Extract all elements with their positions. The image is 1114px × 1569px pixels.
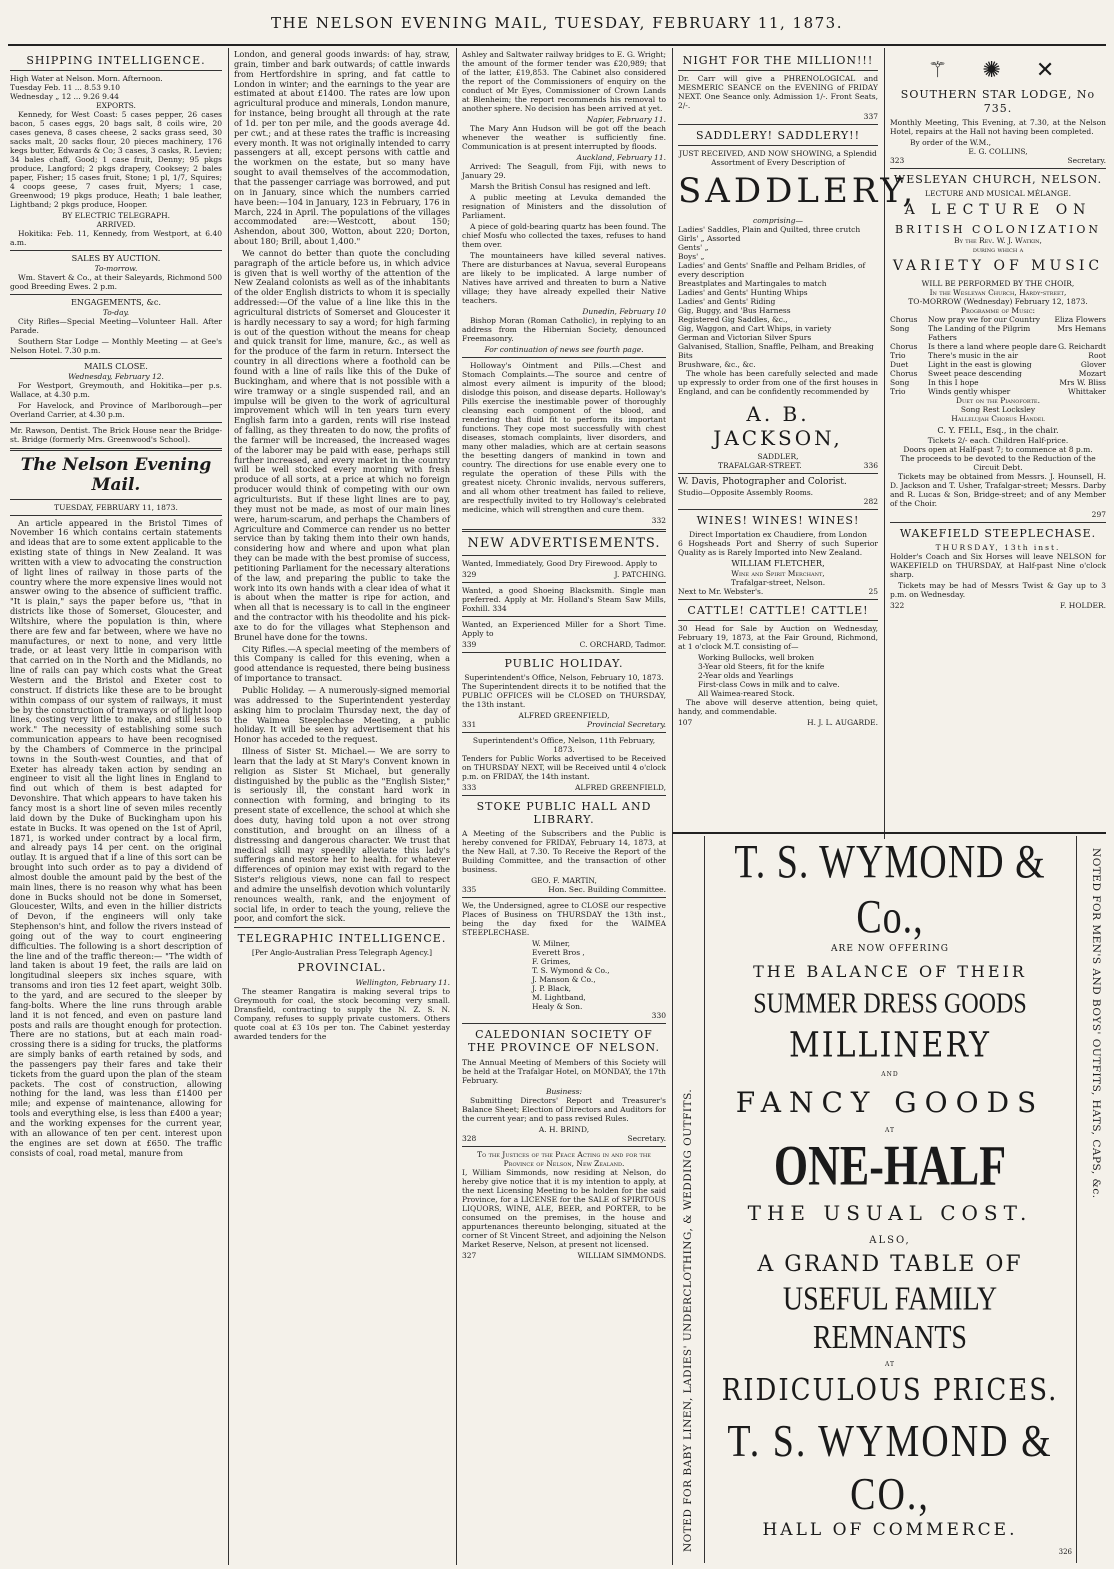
signature: ALFRED GREENFIELD, [574, 782, 666, 792]
justices-heading: To the Justices of the Peace Acting in and for the Province of Nelson, New Zealand. [477, 1149, 651, 1168]
saddlery-item: Ladies' and Gents' Snaffle and Pelham Bridles, of every description [678, 261, 866, 280]
performed-by: WILL BE PERFORMED BY THE CHOIR, [921, 278, 1075, 288]
business-label: Business: [545, 1086, 583, 1096]
holiday-notice: The Superintendent directs it to be notified that the PUBLIC OFFICES will be CLOSED on THURSDAY, the 13th instant. [462, 681, 666, 709]
programme-item [890, 387, 1106, 396]
programme-item [890, 351, 1106, 360]
cattle-text: 30 Head for Sale by Auction on Wednesday, February 19, 1873, at the Fair Ground, Richmond, at 1 o'clock M.T. consisting of— [678, 624, 878, 652]
cattle-heading: CATTLE! CATTLE! CATTLE! [687, 604, 869, 617]
side-text-right: NOTED FOR MEN'S AND BOYS' OUTFITS, HATS, CAPS, &c. [1090, 848, 1102, 1199]
signature: WILLIAM SIMMONDS. [577, 1250, 666, 1260]
telegraph-item: Arrived: The Seagull, from Fiji, with news to January 29. [462, 162, 666, 180]
event-date: TO-MORROW (Wednesday) February 12, 1873. [908, 296, 1088, 306]
programme-author: G. Reichardt [1058, 341, 1106, 351]
programme-author: Eliza Flowers [1054, 314, 1106, 324]
signatory-name: J. Manson & Co., [532, 975, 596, 985]
telegraph-item: A public meeting at Levuka demanded the resignation of Ministers and the dissolution of Parliament. [462, 193, 666, 220]
news-item-sister-illness: Illness of Sister St. Michael.— We are sorry to learn that the lady at St Mary's Convent known in religion as Sister St Michael, but generally distinguished by the public as the "English Sister," is seriously ill, the constant hard work in connection with forming, and bringing to its present state of excellence, the school at which she does duty, having told upon a not over strong constitution, and brought on an illness of a distressing and dangerous character. We trust that medical skill may speedily alleviate this lady's sufferings and restore her to health. for whatever differences of opinion may exist with regard to the Sister's religious views, none can fail to respect and admire the unselfish devotion which voluntarily renounces wealth, rank, and the enjoyment of social life, in order to teach the young, relieve the poor, and comfort the sick. [234, 746, 451, 924]
paper-date: TUESDAY, FEBRUARY 11, 1873. [54, 502, 178, 512]
wesleyan-heading: WESLEYAN CHURCH, NELSON. [893, 172, 1103, 186]
programme-item [890, 324, 1106, 342]
engagements-date: To-day. [102, 307, 130, 317]
license-notice: I, William Simmonds, now residing at Nelson, do hereby give notice that it is my intention to apply, at the next Licensing Meeting to be holden for the said Province, for a LICENSE for the SALE of SPIRITOUS LIQUORS, WINE, ALE, BEER, and PORTER, to be consumed on the premises, in the house and appurtenances thereunto belonging, situated at the corner of St Vincent Street, and adjoining the Nelson Market Reserve, Nelson, at present not licensed. [462, 1167, 666, 1249]
wakefield-heading: WAKEFIELD STEEPLECHASE. [899, 526, 1097, 540]
signatory-name: Healy & Son. [532, 1002, 583, 1012]
engagements-heading: ENGAGEMENTS, &c. [70, 297, 162, 308]
auction-text: Wm. Stavert & Co., at their Saleyards, Richmond 500 good Breeding Ewes. 2 p.m. [10, 273, 222, 292]
wymond-and: AND [881, 1071, 899, 1078]
signature-title: Secretary. [627, 1133, 666, 1143]
column-1 [10, 50, 222, 1565]
tide-row: Wednesday „ 12 ... 9.26 9.44 [10, 92, 119, 102]
article-continued: London, and general goods inwards: of hay, straw, grain, timber and bark outwards; of cattle inwards from Hertfordshire in spring, and fat cattle to London in winter; and the earnings to the year are estimated at about £1400. The rates are low upon agricultural produce and minerals, London manure, for instance, being brought all through at the rate of 1d. per ton per mile, and the goods average 4d. per cwt.; and at these rates the traffic is increasing every month. It was not originally intended to carry passengers at all, except persons with cattle and the workmen on the estate, but so many have sought to avail themselves of the accommodation, that the passenger carriage was borrowed, and put on in January, since which the numbers carried have been:—104 in January, 123 in February, 176 in March, 224 in April. The populations of the villages accommodated are:—Westcott, about 150; Ashendon, about 300, Wotton, about 220; Dorton, about 180; Brill, about 1,400." [234, 49, 450, 247]
programme-kind: Chorus [890, 341, 918, 351]
saddlery-item: Breastplates and Martingales to match [678, 279, 827, 289]
doors-open: Doors open at Half-past 7; to commence at 8 p.m. [903, 444, 1093, 454]
ad-signature: J. PATCHING. [614, 569, 666, 579]
ad-number: 25 [868, 587, 878, 596]
cattle-item: 2-Year olds and Yearlings [698, 671, 794, 681]
cattle-item: All Waimea-reared Stock. [698, 689, 795, 699]
ad-number: 336 [863, 461, 878, 471]
ad-inner-rule [704, 836, 705, 1563]
programme-title: The Landing of the Pilgrim Fathers [928, 323, 1031, 342]
davis-ad: W. Davis, Photographer and Colorist. [678, 477, 847, 488]
exports-text: Kennedy, for West Coast: 5 cases pepper, 26 cases bacon, 5 cases eggs, 20 bags salt, 8 coils wire, 20 cases geneva, 8 cases cheese, 2 sacks grass seed, 30 sacks malt, 20 sacks flour, 20 pieces machinery, 176 kegs butter, Edwards & Co; 3 cases, 3 casks, R. Levien; 34 bales chaff, Good; 1 case fruit, Denny; 95 pkgs produce, Langford; 2 pkgs drapery, Cooksey; 2 bales paper, Fisher; 15 cases fruit, Stone; 1 pl, 1/7, Squires; 4 coops geese, 7 cases fruit, Myers; 1 case, Greenwood; 19 pkgs produce, Heath; 1 bale leather, Lightband; 2 pkgs produce, Hooper. [10, 110, 222, 210]
programme-list [890, 315, 1106, 396]
dentist-ad: Mr. Rawson, Dentist. The Brick House near the Bridge-st. Bridge (formerly Mrs. Greenwood's School). [10, 425, 222, 444]
ad-top-rule [672, 832, 1106, 834]
programme-kind: Chorus [890, 368, 918, 378]
saddlery-list [678, 225, 878, 369]
column-divider [228, 48, 229, 1565]
wymond-fancy: FANCY GOODS [735, 1086, 1045, 1119]
wanted-blacksmith-ad: Wanted, a good Shoeing Blacksmith. Single man preferred. Apply at Mr. Holland's Steam Saw Mills, Foxhill. 334 [462, 585, 666, 613]
lodge-notice: Monthly Meeting, This Evening, at 7.30, at the Nelson Hotel, repairs at the Hall not having been completed. [890, 117, 1106, 136]
arrived-heading: ARRIVED. [96, 220, 136, 230]
lecture-title: A LECTURE ON [904, 201, 1092, 218]
column-divider [456, 48, 457, 1565]
signatory-name: J. P. Black, [532, 984, 571, 994]
telegraph-continued: Ashley and Saltwater railway bridges to E. G. Wright; the amount of the former tender was £20,989; that of the latter, £19,853. The Cabinet also considered the report of the Commissioners of enquiry on the conduct of Mr Eyes, Commissioner of Crown Lands at Blenheim; the report recommends his removal to another sphere. No decision has been arrived at yet. [462, 50, 666, 113]
stoke-notice: A Meeting of the Subscribers and the Public is hereby convened for FRIDAY, February 14, 1873, at the New Hall, at 7.30. To Receive the Report of the Building Committee, and the transaction of other business. [462, 829, 666, 875]
news-item-city-rifles: City Rifles.—A special meeting of the members of this Company is called for this evening, when a good attendance is requested, there being business of importance to transact. [234, 643, 450, 684]
wymond-hall: HALL OF COMMERCE. [762, 1520, 1018, 1540]
wymond-side-right [1082, 840, 1108, 1560]
ad-number: 327 [462, 1250, 477, 1260]
holiday-heading: PUBLIC HOLIDAY. [504, 656, 624, 670]
stoke-heading: STOKE PUBLIC HALL AND LIBRARY. [476, 799, 652, 826]
ad-number: 282 [863, 496, 878, 506]
article-paragraph: We cannot do better than quote the concluding paragraph of the article before us, in which advice is given that is well worthy of the attention of the New Zealand colonists as well as of the inhabitants of the older English districts to whom it is specially addressed:—Of the value of a line like this in the agricultural districts of Somerset and Gloucester it is hardly necessary to say a word; for high farming is out of the question without the means for cheap and quick transit for lime, manure, &c., as well as for the produce of the farm in return. Intersect the country in all directions where a foothold can be found with a line of rails like this of the Duke of Buckingham, and where that is not possible with a wire tramway or a single suspended rail, and an impulse will be given to the work of agricultural improvement which will in ten years turn every English farm into a garden, rents will rise instead of falling, as they threaten to do now, the profits of the farmer will be increased, the increased wages of the laborer may be paid with ease, perhaps still further increased, and every market in the country will be well stocked every morning with fresh produce of all sorts, at a price at which no foreign producer would think of competing with our own agriculturists. But if these light lines are to pay, they must not be made, as most of our main lines were, harum-scarum, and perhaps the Chambers of Agriculture and Commerce can render us no better service than by taking them into their own hands, considering how and where and upon what plan they can be made with the best promise of success, petitioning Parliament for the necessary alterations of the law, and preparing the public to take the work into its own hands with a clear idea of what it is about when the matter is ripe for action, and when all that is necessary is to call in the engineer and the contractor with his theodolite and his pick-axe to do for the villages what Stephenson and Brunel have done for the towns. [234, 247, 450, 642]
editorial-article: An article appeared in the Bristol Times of November 16 which contains certain statements and ideas that are to some extent applicable to the existing state of things in New Zealand. It was written with a view to advocating the construction of light lines of railway in those parts of the country where the more expensive lines would not answer owing to the absence of sufficient traffic. "It is plain," says the paper before us, "that in districts like those of Somerset, Gloucester, and Wiltshire, where the population is thin, where there are few and far between, where we have no manufactures, or next to none, and very little trade, or at least very little in comparison with that carried on in the North and the Midlands, no line of rails can pay which costs what the Great Western and the Bristol and Exeter cost to construct. If districts like these are to be brought within compass of our system of railways, it must be by the construction of tramways or of light loop lines, costing very little to make, and still less to work." The necessity of establishing some such communication appears to have been recognised by the Chambers of Commerce in the principal towns in the South-west Counties, and that of Exeter has already taken action by sending an engineer to visit all the light lines in England to find out which of them is best adapted for Devonshire. That which appears to have taken his fancy most is a short line of seven miles recently laid down by the Duke of Buckingham upon his estate in Bucks. It was opened on the 1st of April, 1871, is worked under contract by a local firm, and already pays 14 per cent. on the original outlay. It is argued that if a line of this sort can be brought into such order as to pay a dividend of almost double the amount paid by the best of the main lines, there is no reason why what has been done in Bucks should not be done in Somerset, Gloucester, Wilts, and even in the hillier districts of Devon, if the engineers will only take Stephenson's hint, and follow the rivers instead of going out of the way to court engineering difficulties. The following is a short description of the line and of the traffic thereon:— "The width of land taken is about 19 feet, the rails are laid on longitudinal sleepers six inches square, with transoms and iron ties 12 feet apart, weight 30lb. to the yard, and are secured to the sleeper by fang-bolts. Where the line runs through arable land it is not fenced, and even on pasture land posts and rails are thought enough for protection. There are no stations, but at each main road-crossing there is a siding for trucks, the platforms are simply banks of earth retained by sods, and the passengers pay their fares and take their tickets from the guard upon the plan of the steam packets. The cost of construction, allowing nothing for the land, was less than £1400 per mile; and expense of maintenance, allowing for tools and everything else, is less than £400 a year; and the working expenses for the current year, with an allowance of ten per cent. interest upon the engines are set down at £650. The traffic consists of coal, road metal, manure from [10, 517, 222, 1158]
fletcher-address: Trafalgar-street, Nelson. [730, 578, 826, 587]
top-rule [8, 44, 1106, 46]
paper-title: The Nelson Evening Mail. [20, 454, 212, 496]
programme-title: There's music in the air [928, 350, 1019, 360]
wymond-onehalf: ONE-HALF [773, 1133, 1007, 1198]
saddlery-item: Galvanised, Stallion, Snaffle, Pelham, and Breaking Bits [678, 342, 874, 361]
saddlery-item: Gig, Waggon, and Cart Whips, in variety [678, 324, 832, 334]
tickets-price: Tickets 2/- each. Children Half-price. [927, 435, 1069, 445]
wines-heading: WINES! WINES! WINES! [696, 513, 860, 527]
jackson-trade: SADDLER, [757, 452, 799, 462]
signatory-name: Everett Bros , [532, 948, 585, 958]
auction-date: To-morrow. [94, 264, 138, 274]
saddlery-intro: JUST RECEIVED, AND NOW SHOWING, a Splendid Assortment of Every Description of [679, 149, 877, 168]
column-divider [884, 48, 885, 839]
lodge-heading: SOUTHERN STAR LODGE, No 735. [900, 88, 1096, 115]
telegraph-item: The mountaineers have killed several natives. There are disturbances at Navua, several Europeans are likely to be implicated. A large number of Natives have arrived and threaten to burn a Native village; they have already expelled their Native teachers. [462, 251, 666, 305]
cattle-item: 3-Year old Steers, fit for the knife [698, 662, 825, 672]
fletcher-name: WILLIAM FLETCHER, [731, 558, 825, 569]
saddlery-item: Ladies' and Gents' Riding [678, 297, 776, 307]
saddlery-item: Brushware, &c., &c. [678, 360, 756, 370]
tickets-obtain: Tickets may be obtained from Messrs. J. Hounsell, H. D. Jackson and T. Usher, Trafalgar-street; Messrs. Darby and R. Lucas & Son, Bridge-street; and of any Member of the Choir. [890, 471, 1106, 508]
ad-number: 329 [462, 569, 477, 579]
column-divider [672, 48, 673, 1565]
wakefield-coach: Holder's Coach and Six Horses will leave NELSON for WAKEFIELD on THURSDAY, at Half-past Nine o'clock sharp. [890, 551, 1106, 579]
signature-title: Hon. Sec. Building Committee. [548, 885, 666, 895]
telegraphic-heading: TELEGRAPHIC INTELLIGENCE. [237, 932, 447, 946]
mails-date: Wednesday, February 12. [68, 371, 164, 381]
column-2 [234, 50, 450, 1565]
saddlery-item: Registered Gig Saddles, &c., [678, 315, 788, 325]
jackson-name: A. B. JACKSON, [713, 402, 843, 451]
wymond-name: T. S. WYMOND & Co., [734, 836, 1046, 944]
tender-location: Superintendent's Office, Nelson, 11th February, 1873. [472, 735, 656, 754]
programme-author: Mrs W. Bliss [1059, 377, 1106, 387]
comprising-label: comprising— [753, 216, 803, 226]
saddlery-item: Girls' „ Assorted [678, 234, 741, 244]
proceeds-note: The proceeds to be devoted to the Reduction of the Circuit Debt. [900, 453, 1096, 472]
wymond-summer: SUMMER DRESS GOODS [753, 988, 1027, 1020]
telegraph-heading: BY ELECTRIC TELEGRAPH. [61, 211, 171, 221]
tender-notice: Tenders for Public Works advertised to be Received on THURSDAY NEXT, will be Received until 4 o'clock p.m. on FRIDAY, the 14th instant. [462, 753, 666, 781]
saddlery-text: The whole has been carefully selected and made up expressly to order from one of the first houses in England, and can be confidently recommended by [678, 369, 878, 397]
closing-notice: We, the Undersigned, agree to CLOSE our respective Places of Business on THURSDAY the 13th inst., being the day fixed for the WAIMEA STEEPLECHASE. [462, 901, 666, 938]
new-ads-heading: NEW ADVERTISEMENTS. [467, 536, 661, 551]
wymond-ad [708, 838, 1072, 1562]
wymond-at: AT [884, 1127, 895, 1134]
business-text: Submitting Directors' Report and Treasurer's Balance Sheet; Election of Directors and Auditors for the current year; and to pass revised Rules. [462, 1095, 666, 1123]
saddlery-item: Ladies' Saddles, Plain and Quilted, three crutch [678, 225, 861, 235]
wines-text: 6 Hogsheads Port and Sherry of such Superior Quality as is Rarely Imported into New Zealand. [678, 539, 878, 558]
dateline: Wellington, February 11. [355, 977, 450, 987]
wanted-miller-ad: Wanted, an Experienced Miller for a Short Time. Apply to [462, 619, 666, 638]
fletcher-location: Next to Mr. Webster's. [678, 587, 764, 596]
programme-item [890, 378, 1106, 387]
programme-heading: Programme of Music: [960, 305, 1036, 315]
dateline: Auckland, February 11. [576, 153, 666, 162]
ad-signature: C. ORCHARD, Tadmor. [579, 639, 666, 649]
ad-number: 323 [890, 155, 905, 165]
lodge-order: By order of the W.M., [910, 137, 992, 147]
shipping-heading: SHIPPING INTELLIGENCE. [26, 54, 206, 67]
programme-title: In this I hope [928, 377, 979, 387]
wakefield-day: THURSDAY, 13th inst. [935, 542, 1061, 552]
ad-number: 337 [863, 112, 878, 122]
wymond-remnants: USEFUL FAMILY REMNANTS [782, 1280, 998, 1357]
programme-kind: Song [890, 377, 910, 387]
variety-title: VARIETY OF MUSIC [892, 257, 1104, 274]
arrived-text: Hokitika: Feb. 11, Kennedy, from Westport, at 6.40 a.m. [10, 229, 222, 248]
cattle-list [678, 653, 878, 698]
wesleyan-subheading: LECTURE AND MUSICAL MÉLANGE. [925, 188, 1071, 198]
ad-number: 107 [678, 718, 693, 728]
programme-author: Mozart [1078, 368, 1106, 378]
programme-kind: Trio [890, 386, 906, 396]
telegraph-item: A piece of gold-bearing quartz has been found. The chief Mosfu who collected the taxes, refuses to hand them over. [462, 222, 666, 249]
jackson-address: TRAFALGAR-STREET. [718, 461, 802, 471]
programme-title: Is there a land where people dare [928, 341, 1057, 351]
night-heading: NIGHT FOR THE MILLION!!! [682, 54, 874, 67]
side-text-left: NOTED FOR BABY LINEN, LADIES' UNDERCLOTHING, & WEDDING OUTFITS. [682, 1088, 694, 1552]
holiday-location: Superintendent's Office, Nelson, February 10, 1873. [464, 672, 664, 682]
ad-number: 322 [890, 600, 905, 610]
ad-number: 339 [462, 639, 477, 649]
wakefield-tickets: Tickets may be had of Messrs Twist & Gay up to 3 p.m. on Wednesday. [890, 580, 1106, 599]
mail-item: For Havelock, and Province of Marlborough—per Overland Carrier, at 4.30 p.m. [10, 400, 222, 419]
signature: H. J. L. AUGARDE. [807, 718, 878, 728]
programme-title: Sweet peace descending [928, 368, 1022, 378]
wymond-offering: ARE NOW OFFERING [831, 944, 949, 954]
engagement-item: Southern Star Lodge — Monthly Meeting — at Gee's Nelson Hotel. 7.30 p.m. [10, 336, 222, 355]
duet-label: Duet on the Pianoforte. [956, 395, 1040, 405]
signature: F. HOLDER. [1060, 600, 1106, 610]
ad-number: 333 [462, 782, 477, 792]
programme-kind: Trio [890, 350, 906, 360]
wymond-also: ALSO, [869, 1235, 911, 1246]
tide-row: Tuesday Feb. 11 ... 8.53 9.10 [10, 83, 121, 93]
programme-item: Hallelujah Chorus Handel [951, 413, 1045, 423]
cattle-item: Working Bullocks, well broken [698, 653, 815, 663]
wanted-firewood-ad: Wanted, Immediately, Good Dry Firewood. Apply to [462, 558, 658, 568]
lecturer: By the Rev. W. J. Watkin, [954, 235, 1042, 245]
signature: E. G. COLLINS, [968, 146, 1028, 156]
programme-item [890, 369, 1106, 378]
wines-import: Direct Importation ex Chaudiere, from London [689, 530, 867, 540]
dateline: Dunedin, February 10 [582, 307, 666, 316]
column-5 [890, 50, 1106, 839]
during-label: during which a [972, 244, 1024, 254]
cattle-note: The above will deserve attention, being quiet, handy, and commendable. [678, 698, 878, 717]
wymond-name-footer: T. S. WYMOND & CO., [727, 1416, 1053, 1520]
provincial-heading: PROVINCIAL. [297, 961, 387, 975]
closing-signatories [462, 939, 666, 1011]
ad-number: 330 [651, 1011, 666, 1021]
signatory-name: T. S. Wymond & Co., [532, 966, 610, 976]
saddlery-item: Boys' „ [678, 252, 705, 262]
saddlery-item: German and Victorian Silver Spurs [678, 333, 812, 343]
signatory-name: F. Grimes, [532, 957, 571, 967]
continuation-note: For continuation of news see fourth page. [484, 345, 644, 354]
programme-author: Whittaker [1067, 386, 1106, 396]
saddlery-item: Ladies' and Gents' Hunting Whips [678, 288, 808, 298]
programme-kind: Chorus [890, 314, 918, 324]
programme-kind: Song [890, 323, 910, 333]
telegraph-item: Marsh the British Consul has resigned and left. [470, 182, 651, 191]
wymond-side-left [676, 840, 702, 1560]
column-3 [462, 50, 666, 1565]
caledonian-heading: CALEDONIAN SOCIETY OF THE PROVINCE OF NELSON. [468, 1028, 660, 1055]
programme-kind: Duet [890, 359, 909, 369]
programme-item [890, 315, 1106, 324]
telegraph-item: Bishop Moran (Roman Catholic), in replying to an address from the Hibernian Society, denounced Freemasonry. [462, 316, 666, 343]
programme-title: Light in the east is glowing [928, 359, 1032, 369]
wymond-balance: THE BALANCE OF THEIR [753, 962, 1027, 981]
lecture-topic: BRITISH COLONIZATION [894, 222, 1102, 236]
signatory-name: M. Lightband, [532, 993, 586, 1003]
signature-title: Provincial Secretary. [587, 719, 666, 729]
masthead: THE NELSON EVENING MAIL, TUESDAY, FEBRUARY 11, 1873. [271, 14, 843, 32]
cattle-item: First-class Cows in milk and to calve. [698, 680, 840, 690]
phrenology-ad: Dr. Carr will give a PHRENOLOGICAL and MESMERIC SEANCE on the EVENING of FRIDAY NEXT. One Seance only. Admission 1/-. Front Seats, 2/-. [678, 74, 878, 111]
news-item-public-holiday: Public Holiday. — A numerously-signed memorial was addressed to the Superintendent yesterday asking him to proclaim Thursday next, the day of the Waimea Steeplechase Meeting, a public holiday. It will be seen by advertisement that his Honor has acceded to the request. [234, 685, 450, 745]
programme-item [890, 360, 1106, 369]
ad-inner-rule [1076, 836, 1077, 1563]
programme-author: Mrs Hemans [1057, 323, 1106, 333]
wymond-millinery: MILLINERY [789, 1025, 991, 1066]
wymond-at2: AT [884, 1361, 895, 1368]
saddlery-title: SADDLERY, [678, 171, 918, 212]
ad-number: 328 [462, 1133, 477, 1143]
ad-number: 297 [1091, 509, 1106, 519]
ad-number: 335 [462, 885, 477, 895]
signature-title: Secretary. [1067, 155, 1106, 165]
saddlery-heading: SADDLERY! SADDLERY!! [695, 129, 861, 143]
programme-author: Root [1088, 350, 1106, 360]
chair-note: C. Y. FELL, Esq., in the chair. [937, 424, 1059, 435]
telegraph-item: The steamer Rangatira is making several trips to Greymouth for coal, the stock becoming very small. Dransfield, contracting to supply the N. Z. S. N. Company, refuses to supply private customers. Others quote coal at £3 10s per ton. The Cabinet yesterday awarded tenders for the [234, 986, 450, 1041]
mail-item: For Westport, Greymouth, and Hokitika—per p.s. Wallace, at 4.30 p.m. [10, 380, 222, 399]
saddlery-item: Gents' „ [678, 243, 709, 253]
holloway-ad: Holloway's Ointment and Pills.—Chest and Stomach Complaints.—The source and centre of almost every ailment is impurity of the blood; dislodge this poison, and disease departs. Holloway's Pills exercise the inestimable power of thoroughly cleansing each component of the blood, and rendering that fluid fit to perform its important functions. They cope most successfully with chest diseases, stomach complaints, liver disorders, and many other maladies, which are at certain seasons the besetting dangers of mankind in town and country. The directions for use enable every one to regulate the operation of these Pills with the greatest nicety. Chronic invalids, nervous sufferers, and all whom other treatment has failed to relieve, are respectfully invited to try Holloway's celebrated medicine, which will strengthen and cure them. [462, 361, 666, 514]
mails-heading: MAILS CLOSE. [84, 360, 148, 371]
wymond-grand: A GRAND TABLE OF [757, 1252, 1023, 1277]
programme-author: Glover [1080, 359, 1106, 369]
telegraph-item: The Mary Ann Hudson will be got off the beach whenever the weather is sufficiently fine. Communication is at present interrupted by floods. [462, 124, 666, 151]
exports-heading: EXPORTS. [96, 101, 136, 111]
telegraphic-agency: [Per Anglo-Australian Press Telegraph Agency.] [251, 948, 433, 958]
ad-number: 331 [462, 719, 477, 729]
programme-title: Winds gently whisper [928, 386, 1011, 396]
wymond-usual: THE USUAL COST. [747, 1201, 1033, 1225]
programme-title: Now pray we for our Country [928, 314, 1040, 324]
saddlery-item: Gig, Buggy, and 'Bus Harness [678, 306, 791, 316]
masonic-emblem-icon: ⚚ ✺ ✕ [927, 58, 1069, 83]
davis-studio: Studio—Opposite Assembly Rooms. [678, 487, 814, 497]
programme-item: Song Rest Locksley [960, 404, 1036, 414]
signature: GEO. F. MARTIN, [531, 876, 597, 886]
fletcher-trade: Wine and Spirit Merchant, [731, 569, 825, 578]
signatory-name: W. Milner, [532, 939, 571, 949]
signature: ALFRED GREENFIELD, [518, 710, 610, 720]
high-water-label: High Water at Nelson. Morn. Afternoon. [10, 74, 163, 84]
wymond-ridiculous: RIDICULOUS PRICES. [721, 1373, 1059, 1409]
signature: A. H. BRIND, [538, 1124, 590, 1134]
caledonian-notice: The Annual Meeting of Members of this Society will be held at the Trafalgar Hotel, on MONDAY, the 17th February. [462, 1057, 666, 1085]
programme-item [890, 342, 1106, 351]
ad-number: 326 [1058, 1548, 1072, 1556]
dateline: Napier, February 11. [586, 115, 666, 124]
auction-heading: SALES BY AUCTION. [71, 253, 161, 264]
engagement-item: City Rifles—Special Meeting—Volunteer Hall. After Parade. [10, 316, 222, 335]
church-location: In the Wesleyan Church, Hardy-street, [929, 287, 1067, 297]
ad-number: 332 [651, 516, 666, 525]
